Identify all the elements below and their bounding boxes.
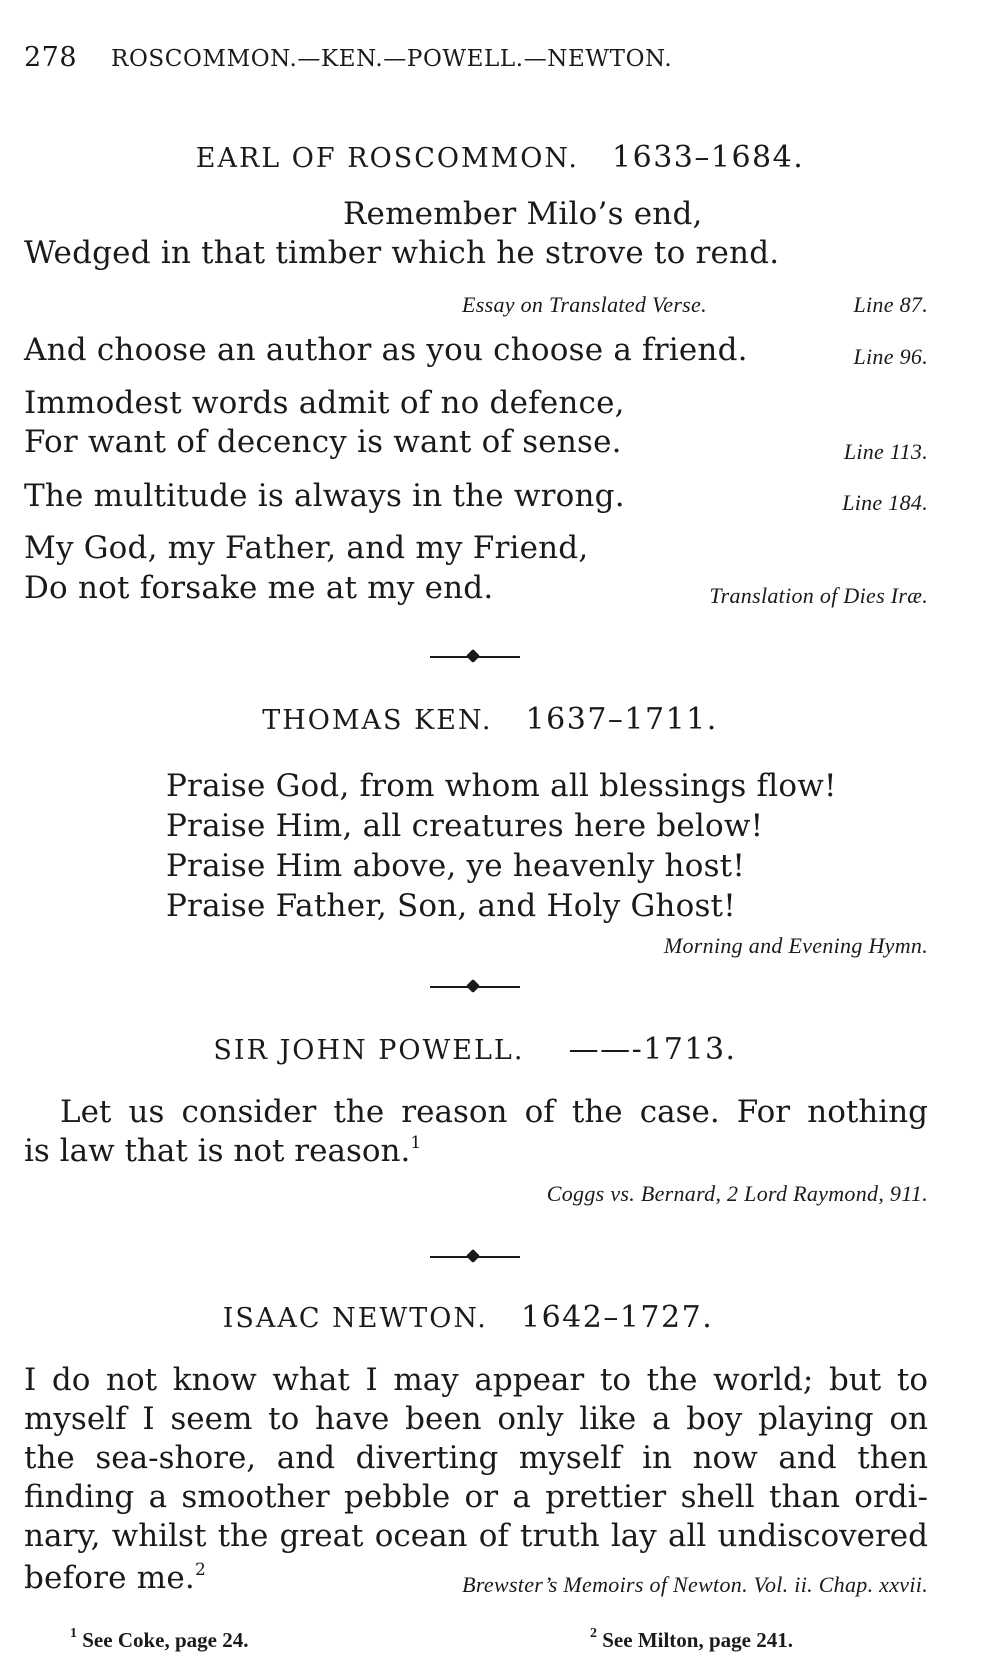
citation-line-ref: Line 87. bbox=[853, 292, 928, 317]
author-name: ISAAC NEWTON. bbox=[222, 1303, 488, 1334]
prose-line: I do not know what I may appear to the world; but to bbox=[24, 1362, 928, 1398]
verse-line: For want of decency is want of sense. bbox=[24, 424, 622, 460]
prose-quote-newton bbox=[24, 1361, 928, 1556]
prose-line: myself I seem to have been only like a boy playing on bbox=[24, 1401, 928, 1437]
section-heading-ken bbox=[0, 702, 990, 737]
hymn-line: Praise Him, all creatures here below! bbox=[166, 808, 764, 844]
section-divider-ornament bbox=[430, 651, 520, 663]
citation-source: Coggs vs. Bernard, 2 Lord Raymond, 911. bbox=[546, 1181, 928, 1206]
author-dates: 1642–1727. bbox=[521, 1300, 714, 1335]
hymn-line: Praise God, from whom all blessings flow! bbox=[166, 768, 837, 804]
verse-line: And choose an author as you choose a friend. bbox=[24, 332, 748, 368]
verse-line: Do not forsake me at my end. bbox=[24, 570, 494, 606]
page-number: 278 bbox=[24, 42, 78, 73]
hymn-line: Praise Father, Son, and Holy Ghost! bbox=[166, 888, 736, 924]
verse-line: The multitude is always in the wrong. bbox=[24, 478, 625, 514]
section-divider-ornament bbox=[430, 981, 520, 993]
footnote-text: See Coke, page 24. bbox=[82, 1628, 249, 1652]
prose-line: is law that is not reason.$^1$ bbox=[24, 1133, 422, 1169]
author-name: THOMAS KEN. bbox=[262, 705, 493, 736]
prose-line: the sea-shore, and diverting myself in now and then bbox=[24, 1440, 928, 1476]
running-head bbox=[24, 42, 672, 73]
footnote-2 bbox=[590, 1628, 793, 1653]
footnote-mark: 1 bbox=[410, 1133, 422, 1153]
prose-quote-powell bbox=[24, 1093, 928, 1171]
prose-line: nary, whilst the great ocean of truth lay all undiscovered bbox=[24, 1518, 928, 1554]
footnote-1 bbox=[70, 1628, 249, 1653]
section-heading-roscommon bbox=[0, 140, 1000, 175]
author-name: EARL OF ROSCOMMON. bbox=[195, 143, 579, 174]
author-dates: ——-1713. bbox=[568, 1032, 737, 1067]
footnote-number: 1 bbox=[70, 1626, 77, 1641]
prose-line: Let us consider the reason of the case. For nothing bbox=[60, 1094, 928, 1130]
verse-line: Wedged in that timber which he strove to rend. bbox=[24, 235, 780, 271]
footnote-mark: 2 bbox=[194, 1560, 206, 1580]
author-dates: 1633–1684. bbox=[612, 140, 805, 175]
citation-source: Translation of Dies Iræ. bbox=[709, 583, 928, 608]
section-divider-ornament bbox=[430, 1251, 520, 1263]
verse-line: Remember Milo’s end, bbox=[343, 196, 703, 232]
author-name: SIR JOHN POWELL. bbox=[213, 1035, 525, 1066]
citation-source: Brewster’s Memoirs of Newton. Vol. ii. Chap. xxvii. bbox=[462, 1572, 928, 1597]
prose-line: before me.$^2$ bbox=[24, 1560, 206, 1596]
running-title: ROSCOMMON.—KEN.—POWELL.—NEWTON. bbox=[111, 46, 673, 72]
verse-line: Immodest words admit of no defence, bbox=[24, 385, 625, 421]
citation-source: Morning and Evening Hymn. bbox=[663, 933, 928, 958]
prose-line: finding a smoother pebble or a prettier shell than ordi- bbox=[24, 1479, 928, 1515]
verse-line: My God, my Father, and my Friend, bbox=[24, 530, 589, 566]
citation-line-ref: Line 113. bbox=[843, 439, 928, 464]
citation-line-ref: Line 184. bbox=[842, 490, 928, 515]
citation-source: Essay on Translated Verse. bbox=[462, 292, 707, 317]
section-heading-newton bbox=[0, 1300, 968, 1335]
footnote-text: See Milton, page 241. bbox=[602, 1628, 793, 1652]
hymn-line: Praise Him above, ye heavenly host! bbox=[166, 848, 746, 884]
section-heading-powell bbox=[0, 1032, 975, 1067]
footnote-number: 2 bbox=[590, 1626, 597, 1641]
author-dates: 1637–1711. bbox=[525, 702, 718, 737]
citation-line-ref: Line 96. bbox=[853, 344, 928, 369]
